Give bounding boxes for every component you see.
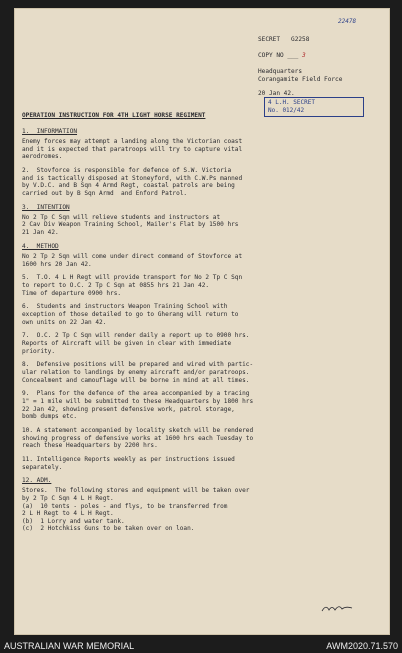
paragraph-line: 10. A statement accompanied by locality sketch will be rendered (22, 426, 254, 434)
paragraph-line: 1" = 1 mile will be submitted to these Headquarters by 1800 hrs (22, 397, 254, 405)
paragraph-line: No 2 Tp C Sqn will relieve students and instructors at (22, 213, 221, 221)
section-heading: 3. INTENTION (22, 203, 70, 211)
secret-stamp (264, 97, 364, 117)
paragraph-line: and is tactically disposed at Stoneyford, with C.W.Ps manned (22, 174, 243, 182)
paragraph-line: 9. Plans for the defence of the area accompanied by a tracing (22, 390, 250, 398)
paragraph-line: Reports of Aircraft will be given in clear with immediate (22, 339, 232, 347)
paragraph-line: aerodromes. (22, 153, 63, 161)
handwritten-number: 22478 (338, 18, 357, 25)
section-heading: 4. METHOD (22, 242, 59, 250)
paragraph-line: 7. O.C. 2 Tp C Sqn will render daily a report up to 0900 hrs. (22, 332, 250, 340)
paragraph-line: bomb dumps etc. (22, 413, 78, 421)
paragraph-line: 2 Cav Div Weapon Training School, Mailer's Flat by 1500 hrs (22, 221, 239, 229)
paragraph-line: 2 L H Regt to 4 L H Regt. (22, 510, 114, 518)
section-heading: 1. INFORMATION (22, 128, 78, 135)
paragraph-line: 1600 hrs 20 Jan 42. (22, 260, 92, 268)
hq-line-2: Corangamite Field Force (258, 76, 343, 83)
paragraph-line: 22 Jan 42, showing present defensive work, patrol storage, (22, 405, 235, 413)
paragraph-line: showing progress of defensive works at 1600 hrs each Tuesday to (22, 434, 254, 442)
paragraph-line: separately. (22, 463, 63, 471)
paragraph-line: carried out by B Sqn Armd and Enford Patrol. (22, 189, 188, 197)
paragraph-line: own units on 22 Jan 42. (22, 318, 107, 326)
document-date: 20 Jan 42. (258, 90, 295, 97)
paragraph-line: 2. Stovforce is responsible for defence of S.W. Victoria (22, 167, 232, 175)
paragraph-line: Enemy forces may attempt a landing along the Victorian coast (22, 138, 243, 146)
paragraph-line: Time of departure 0900 hrs. (22, 289, 122, 297)
paragraph-line: priority. (22, 347, 56, 355)
paragraph-line: by 2 Tp C Sqn 4 L H Regt. (22, 495, 114, 502)
paragraph-line: 5. T.O. 4 L H Regt will provide transport for No 2 Tp C Sqn (22, 274, 243, 282)
document-title: OPERATION INSTRUCTION FOR 4TH LIGHT HORSE REGIMENT (22, 112, 206, 119)
footer-accession: AWM2020.71.570 (326, 641, 398, 651)
footer-source: AUSTRALIAN WAR MEMORIAL (4, 641, 135, 651)
signature-mark (320, 603, 354, 613)
section-heading: 12. ADM. (22, 477, 52, 485)
paragraph-line: 21 Jan 42. (22, 229, 59, 236)
paragraph-line: 6. Students and instructors Weapon Training School with (22, 303, 228, 311)
paragraph-line: exception of those detailed to go to Gherang will return to (22, 310, 239, 318)
secret-label: SECRET G2258 (258, 36, 310, 43)
hq-line-1: Headquarters (258, 68, 303, 75)
paragraph-line: by V.D.C. and B Sqn 4 Armd Regt, coastal patrols are being (22, 182, 235, 190)
stamp-line-1: 4 L.H. SECRET (268, 99, 315, 106)
paragraph-line: and it is expected that paratroops will try to capture vital (22, 145, 243, 153)
copy-number: COPY NO ___ 3 (258, 52, 306, 59)
paragraph-line: Stores. The following stores and equipment will be taken over (22, 487, 250, 495)
stamp-line-2: No. 012/42 (268, 107, 305, 114)
paragraph-line: No 2 Tp 2 Sqn will come under direct command of Stovforce at (22, 252, 243, 260)
paragraph-line: reach these Headquarters by 2200 hrs. (22, 442, 158, 450)
paragraph-line: (c) 2 Hotchkiss Guns to be taken over on loan. (22, 525, 195, 533)
paragraph-line: Concealment and camouflage will be borne in mind at all times. (22, 376, 250, 384)
paragraph-line: (b) 1 Lorry and water tank. (22, 517, 125, 525)
paragraph-line: to report to O.C. 2 Tp C Sqn at 0855 hrs 21 Jan 42. (22, 281, 210, 289)
paragraph-line: 8. Defensive positions will be prepared and wired with partic- (22, 361, 254, 369)
paragraph-line: ular relation to landings by enemy aircraft and/or paratroops. (22, 368, 250, 376)
paragraph-line: (a) 10 tents - poles - and flys, to be transferred from (22, 502, 228, 510)
paragraph-line: 11. Intelligence Reports weekly as per instructions issued (22, 455, 235, 463)
footer-bar (0, 640, 402, 653)
